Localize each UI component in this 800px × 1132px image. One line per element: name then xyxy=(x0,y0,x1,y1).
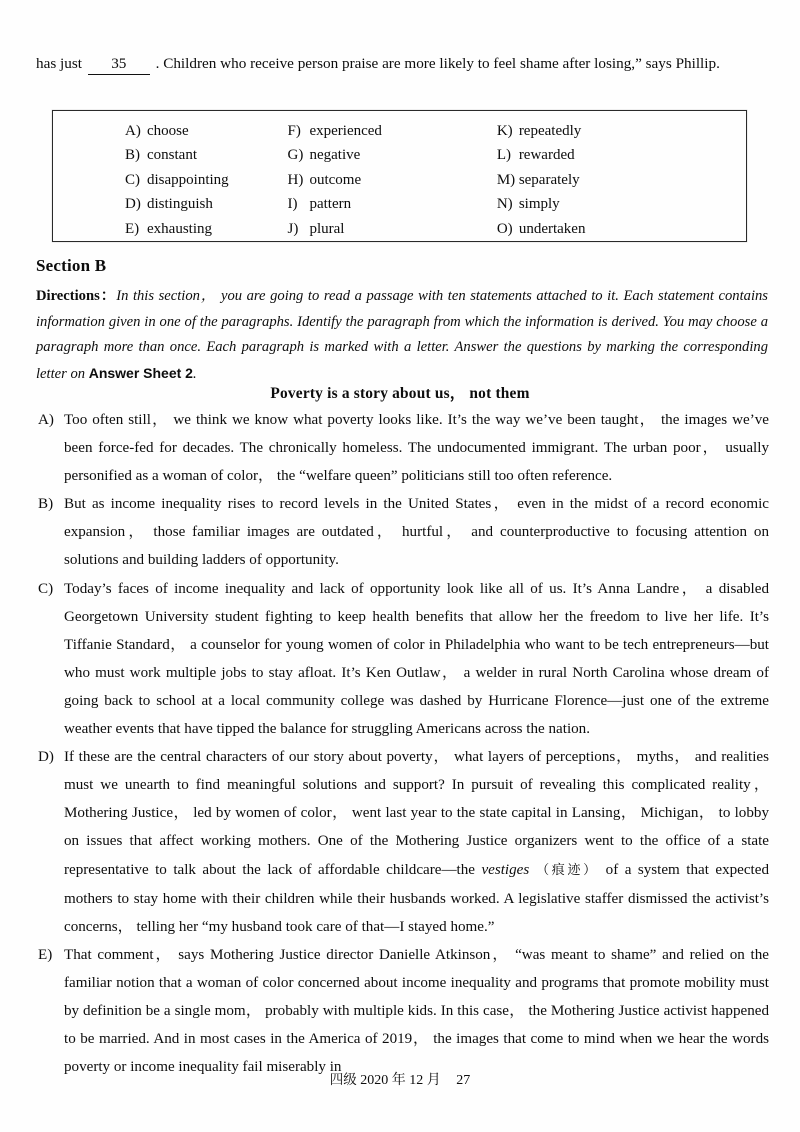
option-letter: L) xyxy=(496,147,511,164)
option-letter: K) xyxy=(496,123,513,139)
paragraph-a xyxy=(36,406,769,490)
option-letter: N) xyxy=(496,196,513,213)
option-letter: G) xyxy=(287,147,304,164)
option-letter: O) xyxy=(496,220,513,237)
word-bank-option-m[interactable] xyxy=(497,168,746,192)
directions-label: Directions： xyxy=(36,288,117,304)
page-footer xyxy=(0,1068,800,1089)
option-word: exhausting xyxy=(147,220,212,237)
option-word: pattern xyxy=(309,196,352,213)
passage-title: Poverty is a story about us， not them xyxy=(270,385,530,402)
paragraph-text: Too often still， we think we know what poverty looks like. It’s the way we’ve been taught， the images we’ve been force-fed for decades. The chronically homeless. The undocumented immigrant. The urban poor， usually personified as a woman of color， the “welfare queen” politicians still too often reference. xyxy=(64,412,769,485)
word-bank-option-d[interactable] xyxy=(125,192,287,216)
word-bank-grid xyxy=(53,111,746,241)
stem-after-blank: . Children who receive person praise are more likely to feel shame after losing,” says Phillip. xyxy=(155,55,720,72)
stem-before-blank: has just xyxy=(36,55,82,72)
paragraph-d xyxy=(36,743,769,941)
option-letter: D) xyxy=(125,196,141,213)
option-letter: J) xyxy=(287,220,299,237)
option-word: outcome xyxy=(309,171,362,188)
paragraph-text: Today’s faces of income inequality and lack of opportunity look like all of us. It’s Anna Landre， a disabled Georgetown University student fighting to keep health benefits that allow her the freedom to live her life. It’s Tiffanie Standard， a counselor for young women of color in Philadelphia who want to be tech entrepreneurs—but who must work multiple jobs to stay afloat. It’s Ken Outlaw， a welder in rural North Carolina whose dream of going back to school at a local community college was dashed by Hurricane Florence—just one of the extreme weather events that have tipped the balance for struggling Americans across the nation. xyxy=(64,580,769,738)
word-bank-column-2 xyxy=(287,119,496,241)
option-word: repeatedly xyxy=(518,123,582,139)
option-letter: B) xyxy=(125,147,140,164)
paragraph-c xyxy=(36,575,769,744)
paragraph-text: That comment， says Mothering Justice director Danielle Atkinson， “was meant to shame” and relied on the familiar notion that a woman of color concerned about income inequality and programs that promote mobility must by definition be a single mom， probably with multiple kids. In this case， the Mothering Justice activist happened to be married. And in most cases in the America of 2019， the images that come to mind when we hear the words poverty or income inequality fail miserably in xyxy=(64,946,769,1076)
word-bank-option-a[interactable] xyxy=(125,119,287,143)
option-word: simply xyxy=(518,196,560,213)
word-bank-column-3 xyxy=(497,119,746,241)
word-bank-option-f[interactable] xyxy=(287,119,496,143)
option-letter: E) xyxy=(125,220,140,237)
option-word: distinguish xyxy=(147,196,213,213)
paragraph-e xyxy=(36,941,769,1081)
paragraph-b xyxy=(36,490,769,574)
paragraph-letter: B) xyxy=(38,496,54,513)
option-word: disappointing xyxy=(147,171,229,188)
word-bank-option-b[interactable] xyxy=(125,143,287,167)
word-bank-option-n[interactable] xyxy=(497,192,746,216)
option-word: negative xyxy=(309,147,361,164)
footer-exam-level: 四级 xyxy=(329,1072,357,1088)
word-bank-option-g[interactable] xyxy=(287,143,496,167)
option-word: constant xyxy=(147,147,197,164)
word-bank-column-1 xyxy=(53,119,287,241)
word-bank-option-i[interactable] xyxy=(287,192,496,216)
option-letter: C) xyxy=(125,171,140,188)
section-heading: Section B xyxy=(36,256,107,275)
word-bank-option-o[interactable] xyxy=(497,217,746,241)
option-letter: H) xyxy=(287,171,304,188)
option-word: experienced xyxy=(309,123,382,139)
word-bank-box xyxy=(52,110,747,242)
directions-text-tail: . xyxy=(192,365,197,382)
option-letter: A) xyxy=(125,123,141,139)
footer-exam-date: 2020 年 12 月 xyxy=(360,1073,441,1088)
option-letter: I) xyxy=(287,196,298,213)
paragraph-letter: C) xyxy=(38,580,54,597)
word-bank-option-h[interactable] xyxy=(287,168,496,192)
passage-body xyxy=(36,406,769,1081)
option-word: rewarded xyxy=(518,147,575,164)
option-letter: F) xyxy=(287,123,301,139)
carryover-sentence xyxy=(36,50,766,78)
word-bank-option-e[interactable] xyxy=(125,217,287,241)
option-word: separately xyxy=(518,171,580,188)
word-bank-option-c[interactable] xyxy=(125,168,287,192)
answer-sheet-reference: Answer Sheet 2 xyxy=(88,364,193,381)
word-bank-option-k[interactable] xyxy=(497,119,746,143)
paragraph-letter: A) xyxy=(38,412,54,428)
directions-block xyxy=(36,284,768,387)
paragraph-letter: D) xyxy=(38,749,54,766)
footer-page-number: 27 xyxy=(456,1073,471,1088)
word-bank-option-l[interactable] xyxy=(497,143,746,167)
paragraph-text-segmented: If these are the central characters of our story about poverty， what layers of perceptions， myths， and realities must we unearth to find meaningful solutions and support? In pursuit of revealing this complicated reality， Mothering Justice， led by women of color， went last year to the state capital in Lansing， Michigan， to lobby on issues that affect working mothers. One of the Mothering Justice organizers went to the office of a state representative to talk about the lack of affordable childcare—the vestiges （痕迹） of a system that expected mothers to stay home with their children while their husbands worked. A legislative staffer dismissed the activist’s concerns， telling her “my husband took care of that—I stayed home.” xyxy=(64,749,769,935)
paragraph-letter: E) xyxy=(38,946,53,963)
word-bank-option-j[interactable] xyxy=(287,217,496,241)
option-word: choose xyxy=(147,123,189,139)
paragraph-text: But as income inequality rises to record levels in the United States， even in the midst of a record economic expansion， those familiar images are outdated， hurtful， and counterproductive to focusing attention on solutions and building ladders of opportunity. xyxy=(64,496,769,569)
answer-blank-35[interactable]: 35 xyxy=(88,54,150,75)
option-letter: M) xyxy=(496,171,516,188)
option-word: plural xyxy=(309,220,345,237)
option-word: undertaken xyxy=(518,220,586,237)
directions-text: In this section， you are going to read a passage with ten statements attached to it. Each statement contains information given in one of the paragraphs. Identify the paragraph from which the information is derived. You may choose a paragraph more than once. Each paragraph is marked with a letter. Answer the questions by marking the corresponding letter on xyxy=(36,288,768,382)
